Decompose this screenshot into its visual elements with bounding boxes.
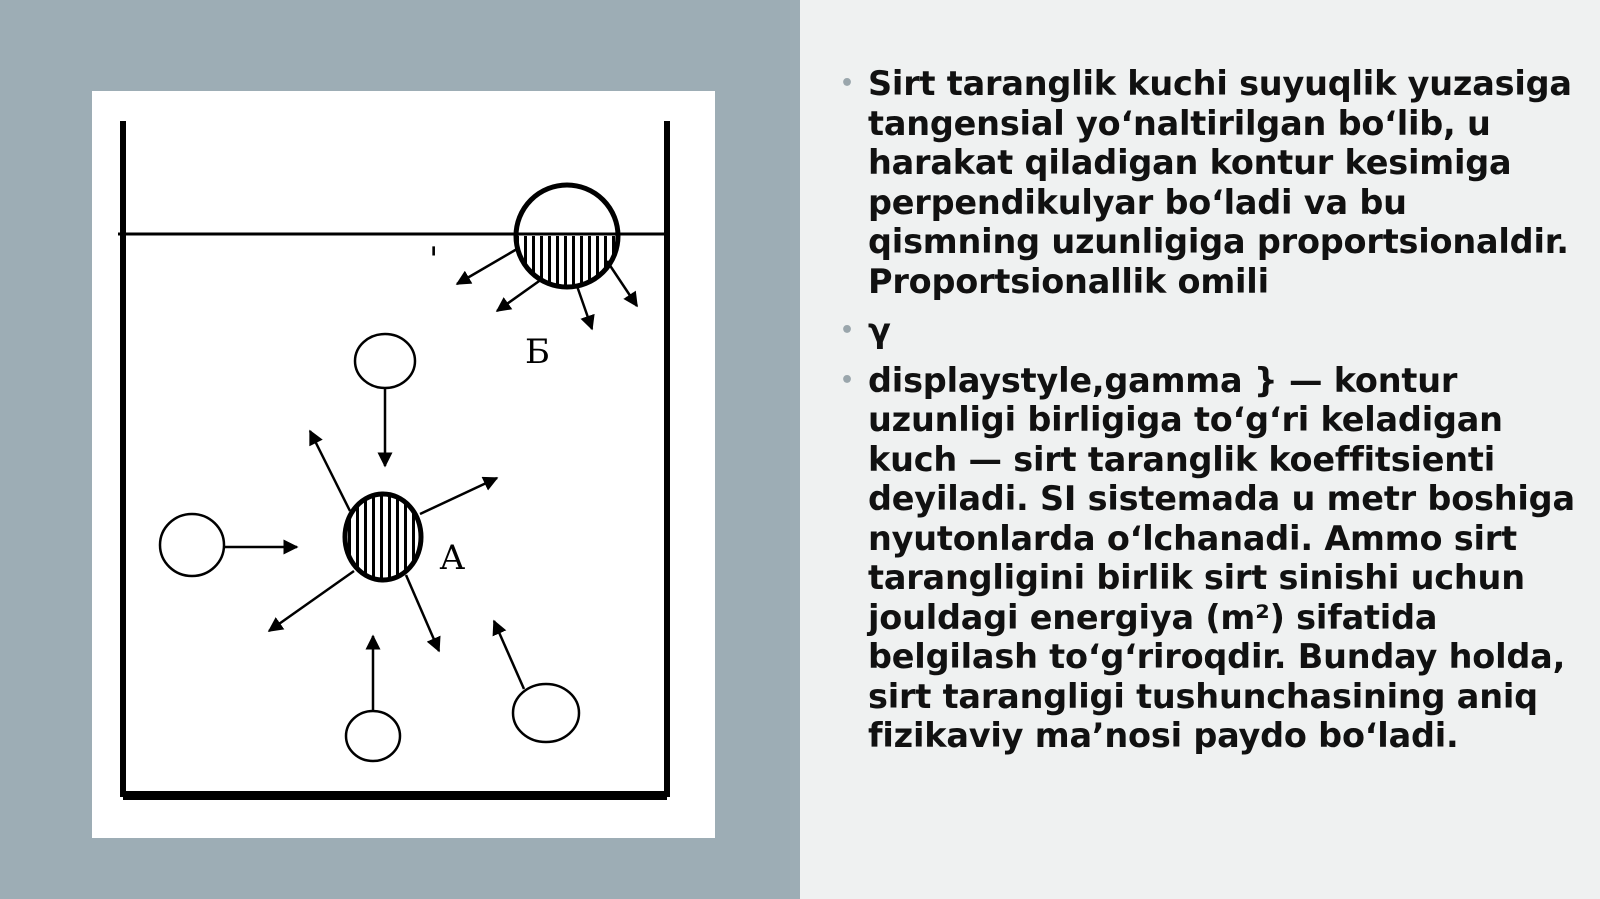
vessel-outline (123, 121, 667, 794)
bullet-item-1 (840, 64, 1578, 301)
molecule-b (512, 185, 622, 291)
neighbor-molecule-left (160, 514, 224, 576)
bullet-dot-icon: • (840, 367, 854, 393)
diagram-label-b: Б (525, 332, 550, 372)
surface-tension-diagram (92, 91, 715, 838)
bullet-text: Sirt taranglik kuchi suyuqlik yuzasiga tangensial yo‘naltirilgan bo‘lib, u harakat qiladigan kontur kesimiga perpendikulyar bo‘ladi va bu qismning uzunligiga proportsionaldir. Proportsionallik omili (868, 64, 1572, 301)
neighbor-molecule-bottom-right (513, 684, 579, 742)
arrow-b-2 (497, 279, 542, 311)
neighbor-molecule-bottom (346, 711, 400, 761)
arrow-a-down-right (406, 575, 439, 651)
bullet-text: γ (868, 311, 891, 350)
arrow-b-4 (607, 261, 637, 306)
bullet-text: displaystyle,gamma } — kontur uzunligi birligiga to‘g‘ri keladigan kuch — sirt taranglik koeffitsienti deyiladi. SI sistemada u metr boshiga nyutonlarda o‘lchanadi. Ammo sirt tarangligini birlik sirt sinishi uchun jouldagi energiya (m²) sifatida belgilash to‘g‘riroqdir. Bunday holda, sirt tarangligi tushunchasining aniq fizikaviy ma’nosi paydo bo‘ladi. (868, 360, 1575, 755)
right-panel (800, 0, 1600, 899)
arrow-a-up-right (420, 478, 497, 514)
neighbor-molecule-top (355, 334, 415, 388)
bullet-list (840, 64, 1578, 766)
arrow-b-1 (457, 249, 517, 284)
arrow-a-down-left (269, 571, 354, 631)
diagram-label-tick: ' (429, 240, 439, 280)
bullet-dot-icon: • (840, 318, 854, 343)
arrow-bottom-right-to-a (494, 621, 524, 689)
diagram-label-a: A (440, 538, 465, 578)
bullet-dot-icon: • (840, 71, 854, 96)
bullet-item-3 (840, 360, 1578, 756)
molecule-a (345, 494, 421, 580)
arrow-b-3 (577, 286, 592, 329)
bullet-item-2 (840, 311, 1578, 351)
arrow-a-up-left (310, 431, 350, 511)
diagram-figure (92, 91, 715, 838)
